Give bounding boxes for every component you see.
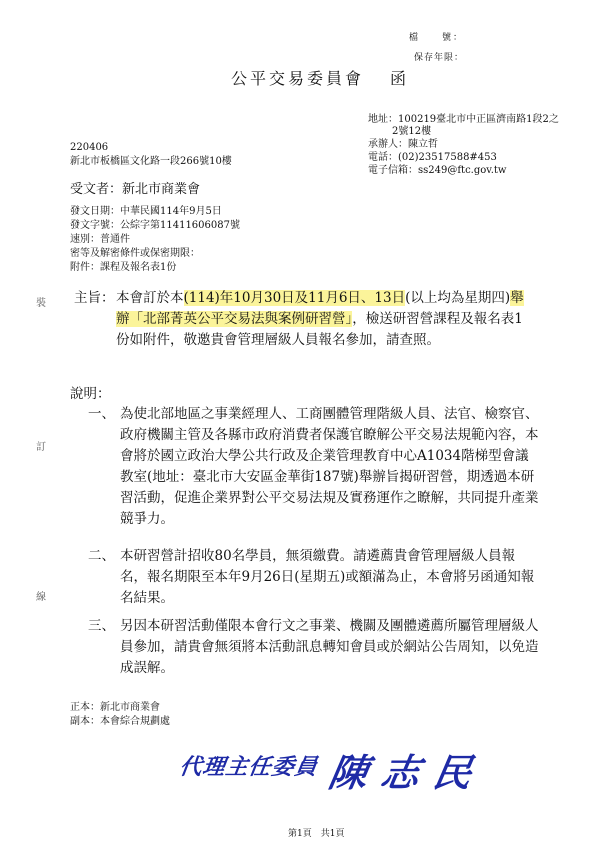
sender-address: 地址：100219臺北市中正區濟南路1段2之 [368,114,559,125]
explanation-item-text: 另因本研習活動僅限本會行文之事業、機關及團體遴薦所屬管理層級人員參加，請貴會無須將本活動訊息轉知會員或於網站公告周知，以免造成誤解。 [120,618,539,676]
subject-text-intro: 本會訂於本 [116,290,184,306]
explanation-item-text: 為使北部地區之事業經理人、工商團體管理階級人員、法官、檢察官、政府機關主管及各縣市政府消費者保護官瞭解公平交易法規範內容，本會將於國立政治大學公共行政及企業管理教育中心A1034階梯型會議教室(地址：臺北市大安區金華街187號)舉辦旨揭研習營，期透過本研習活動，促進企業界對公平交易法規及實務運作之瞭解，共同提升產業競爭力。 [120,406,539,527]
subject-label: 主旨： [74,290,115,306]
contact-person: 承辦人：陳立哲 [368,139,438,150]
explanation-label: 說明： [70,386,111,402]
issue-date: 發文日期：中華民國114年9月5日 [70,206,222,217]
secrecy-level: 密等及解密條件或保密期限： [70,248,200,259]
subject-text [116,288,532,351]
retention-period-label: 保存年限： [413,53,464,63]
binding-mark-bottom: 線 [36,592,46,603]
binding-mark-top: 裝 [36,298,46,309]
original-recipient: 正本：新北市商業會 [70,702,160,713]
contact-email: 電子信箱：ss249@ftc.gov.tw [368,165,507,176]
signatory-title: 代理主任委員 [177,754,320,780]
copy-recipient: 副本：本會綜合規劃處 [70,716,170,727]
page-number: 第1頁 共1頁 [288,829,345,839]
explanation-item-number: 三、 [88,618,115,634]
postal-code: 220406 [70,142,109,153]
recipient: 受文者：新北市商業會 [70,182,201,197]
attachment: 附件：課程及報名表1份 [70,262,177,273]
sender-address-line2: 2號12樓 [392,126,432,137]
explanation-item-number: 二、 [88,548,115,564]
signatory-name: 陳志民 [325,750,490,795]
explanation-item-text: 本研習營計招收80名學員，無須繳費。請遴薦貴會管理層級人員報名，報名期限至本年9月26日(星期五)或額滿為止，本會將另函通知報名結果。 [120,548,535,606]
issuing-organization: 公平交易委員會 [231,69,365,88]
binding-mark-middle: 訂 [36,442,46,453]
subject-weekday: (以上均為星期四) [405,290,511,306]
recipient-address: 新北市板橋區文化路一段266號10樓 [70,156,232,167]
document-type: 函 [390,69,410,88]
file-number-label: 檔 號： [408,33,464,43]
delivery-speed: 速別：普通件 [70,234,130,245]
subject-text-closing: ，檢送研習營課程及報名表1份如附件，敬邀貴會管理層級人員報名參加，請查照。 [116,311,523,348]
contact-phone: 電話：(02)23517588#453 [368,152,497,163]
document-title [231,66,409,89]
subject-event-highlight: 舉辦「北部菁英公平交易法與案例研習營」 [116,290,524,327]
subject-dates-highlight: (114)年10月30日及11月6日、13日 [183,290,406,306]
document-number: 發文字號：公綜字第1141160608​7號 [70,220,240,231]
explanation-item-number: 一、 [88,406,115,422]
